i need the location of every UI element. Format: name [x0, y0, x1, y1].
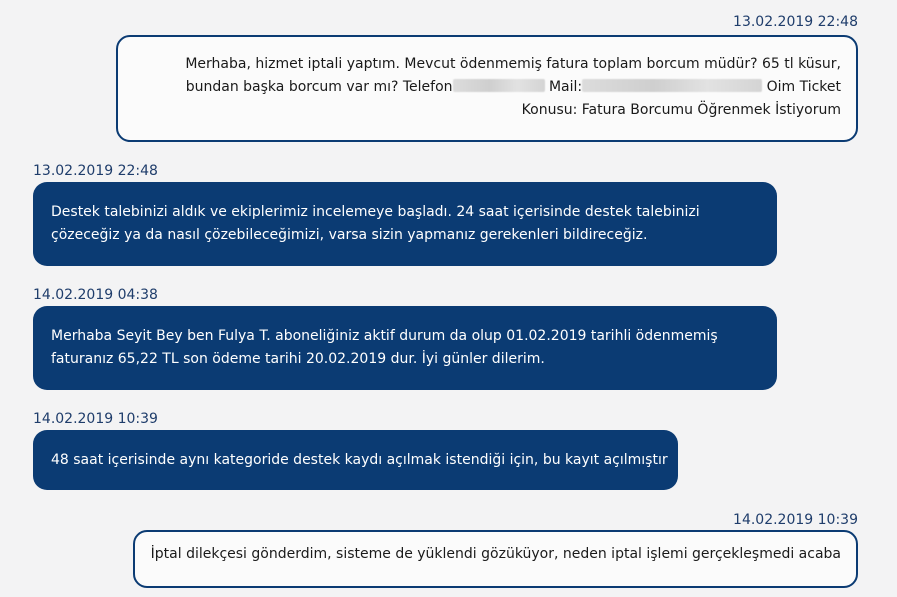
incoming-message-bubble	[33, 306, 777, 390]
message-text-line: İptal dilekçesi gönderdim, sisteme de yüklendi gözüküyor, neden iptal işlemi gerçekleşmedi acaba	[150, 546, 841, 562]
message-text-line: çözeceğiz ya da nasıl çözebileceğimizi, varsa sizin yapmanız gerekenleri bildireceğiz.	[51, 227, 648, 243]
message-timestamp: 14.02.2019 04:38	[33, 287, 158, 303]
message-timestamp: 13.02.2019 22:48	[33, 163, 158, 179]
message-text-line: Merhaba Seyit Bey ben Fulya T. aboneliğiniz aktif durum da olup 01.02.2019 tarihli ödenmemiş	[51, 328, 718, 344]
message-timestamp: 13.02.2019 22:48	[733, 14, 858, 30]
outgoing-message-bubble	[116, 35, 858, 142]
message-text-fragment: bundan başka borcum var mı? Telefon	[185, 79, 453, 95]
message-text-line: 48 saat içerisinde aynı kategoride destek kaydı açılmak istendiği için, bu kayıt açılmıştır	[51, 452, 668, 468]
redacted-mail	[582, 79, 762, 92]
message-text-fragment: Mail:	[544, 79, 583, 95]
message-text-line: Merhaba, hizmet iptali yaptım. Mevcut ödenmemiş fatura toplam borcum müdür? 65 tl küsur,	[185, 56, 841, 72]
message-text-fragment: Oim Ticket	[762, 79, 841, 95]
message-timestamp: 14.02.2019 10:39	[33, 411, 158, 427]
incoming-message-bubble	[33, 430, 678, 490]
outgoing-message-bubble	[133, 530, 858, 588]
message-text-line: faturanız 65,22 TL son ödeme tarihi 20.02.2019 dur. İyi günler dilerim.	[51, 351, 545, 367]
message-text-line: Konusu: Fatura Borcumu Öğrenmek İstiyorum	[521, 102, 841, 118]
message-text-line	[138, 76, 841, 99]
message-text-line: Destek talebinizi aldık ve ekiplerimiz incelemeye başladı. 24 saat içerisinde destek talebinizi	[51, 204, 700, 220]
incoming-message-bubble	[33, 182, 777, 266]
redacted-phone	[453, 79, 545, 92]
message-timestamp: 14.02.2019 10:39	[733, 512, 858, 528]
